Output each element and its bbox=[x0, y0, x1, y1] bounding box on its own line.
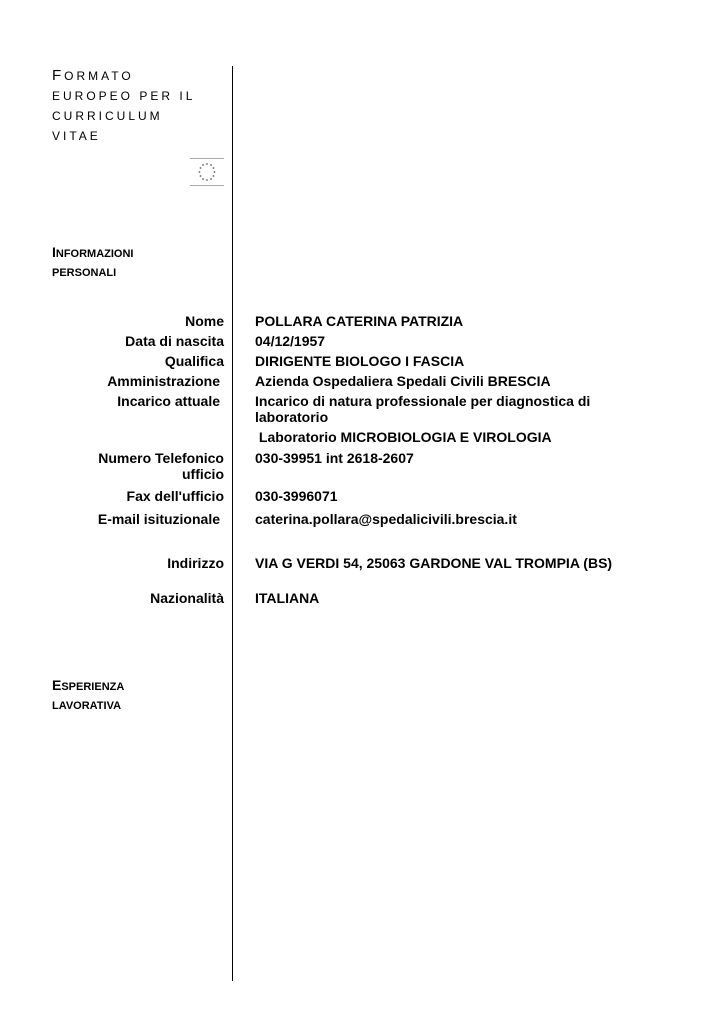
field-value: DIRIGENTE BIOLOGO I FASCIA bbox=[255, 353, 465, 369]
field-label: Data di nascita bbox=[125, 333, 224, 349]
column-divider bbox=[232, 66, 233, 981]
field-label: Incarico attuale bbox=[117, 393, 220, 409]
field-label: Nazionalità bbox=[150, 590, 224, 606]
field-value: 030-3996071 bbox=[255, 488, 338, 504]
field-value: 04/12/1957 bbox=[255, 333, 326, 349]
section-personal-info-title: INFORMAZIONI PERSONALI bbox=[52, 244, 134, 279]
field-label: E-mail isituzionale bbox=[97, 511, 220, 527]
field-value: Laboratorio MICROBIOLOGIA E VIROLOGIA bbox=[255, 429, 552, 445]
field-label: Qualifica bbox=[164, 353, 224, 369]
field-label: Nome bbox=[185, 313, 224, 329]
field-value: Azienda Ospedaliera Spedali Civili BRESCIA bbox=[255, 373, 551, 389]
field-label: Fax dell'ufficio bbox=[126, 488, 224, 504]
section-experience-title: ESPERIENZA LAVORATIVA bbox=[52, 677, 125, 712]
field-value: caterina.pollara@spedalicivili.brescia.it bbox=[255, 511, 517, 527]
field-label: Indirizzo bbox=[167, 555, 224, 571]
document-title: FORMATO EUROPEO PER IL CURRICULUM VITAE bbox=[52, 67, 196, 143]
field-value: 030-39951 int 2618-2607 bbox=[255, 450, 414, 466]
field-label: Numero Telefonico ufficio bbox=[98, 450, 224, 482]
field-value: POLLARA CATERINA PATRIZIA bbox=[255, 313, 464, 329]
field-value: ITALIANA bbox=[255, 590, 320, 606]
field-label: Amministrazione bbox=[107, 373, 220, 389]
eu-flag-icon bbox=[190, 158, 224, 186]
field-value: VIA G VERDI 54, 25063 GARDONE VAL TROMPIA (BS) bbox=[255, 555, 613, 571]
field-value: Incarico di natura professionale per diagnostica di laboratorio bbox=[255, 393, 591, 425]
